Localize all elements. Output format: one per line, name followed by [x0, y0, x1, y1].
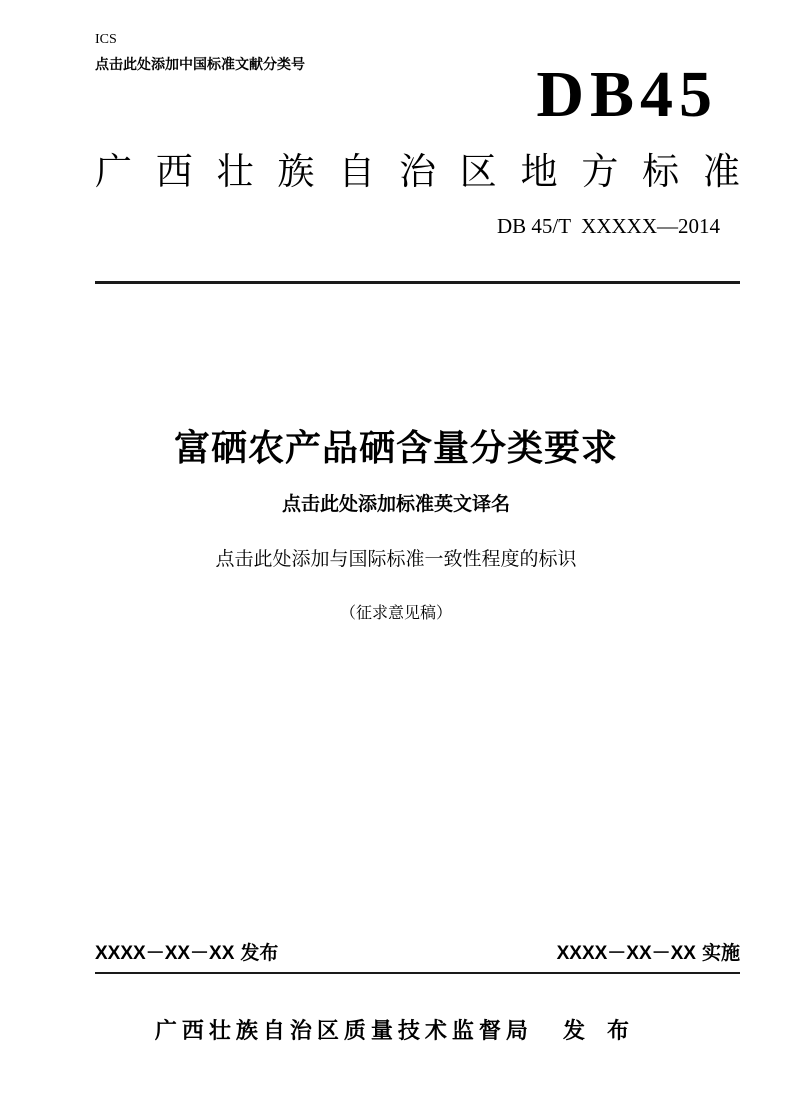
english-title-placeholder[interactable]: 点击此处添加标准英文译名	[281, 494, 510, 515]
publish-date: XXXX－XX－XX	[95, 943, 235, 964]
dates-row	[95, 943, 740, 966]
publish-date-group	[95, 943, 278, 966]
header-divider-rule	[95, 281, 740, 284]
publish-label: 发布	[240, 943, 279, 964]
standard-number: DB 45/T XXXXX—2014	[496, 214, 720, 238]
implement-date-group	[557, 943, 740, 966]
ics-code-label: ICS	[95, 32, 117, 47]
issue-action-label: 发 布	[562, 1018, 638, 1043]
ics-classification-placeholder[interactable]: 点击此处添加中国标准文献分类号	[95, 56, 305, 72]
draft-status-note: （征求意见稿）	[339, 605, 452, 622]
document-title: 富硒农产品硒含量分类要求	[173, 427, 618, 468]
standard-name-banner: 广 西 壮 族 自 治 区 地 方 标 准	[95, 151, 740, 192]
implement-date: XXXX－XX－XX	[556, 943, 696, 964]
issuing-authority: 广西壮族自治区质量技术监督局	[154, 1018, 533, 1043]
implement-label: 实施	[701, 943, 740, 964]
issuer-row	[0, 1018, 792, 1044]
international-consistency-placeholder[interactable]: 点击此处添加与国际标准一致性程度的标识	[215, 549, 577, 570]
footer-divider-rule	[95, 972, 740, 974]
db45-standard-logo: DB45	[536, 58, 718, 131]
